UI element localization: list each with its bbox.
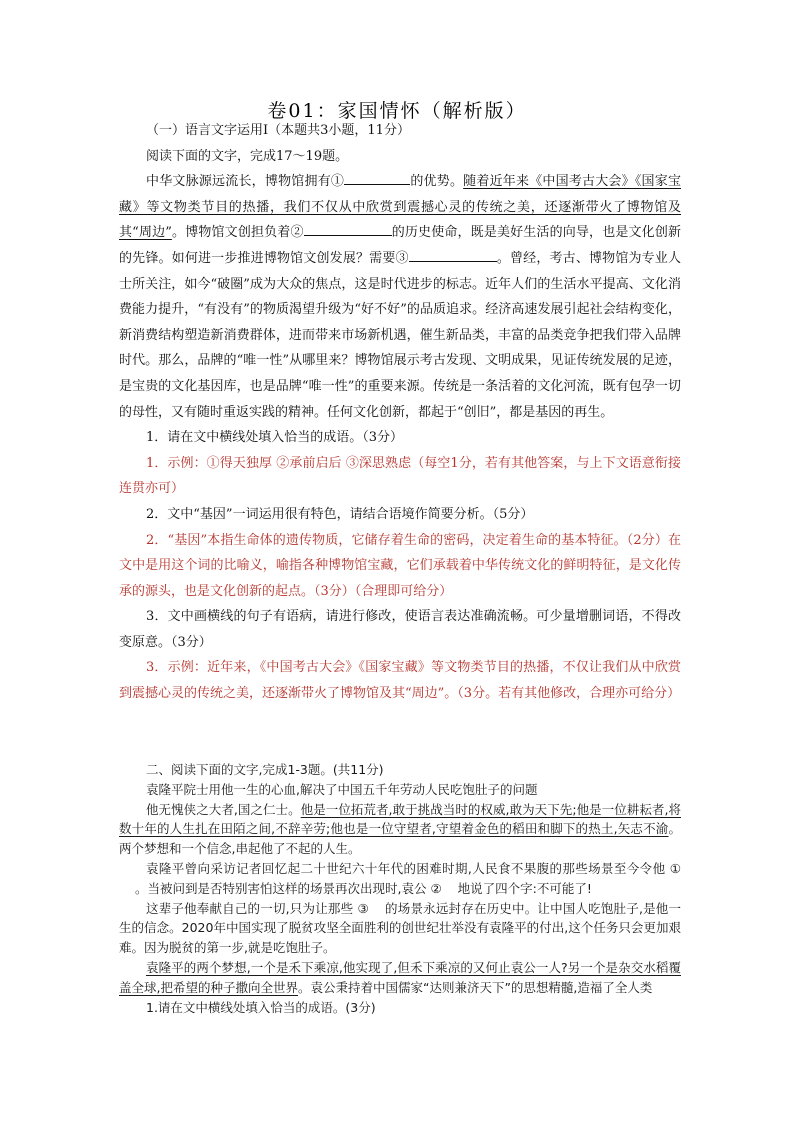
passage-text: 的历史使命，既是美好生活的向导，也是文化创新的先锋。如何进一步推进博物馆文创发展？需要③ — [119, 225, 681, 266]
passage-text: 的场景永远封存在历史中。让中国人吃饱肚子,是他一生的信念。2020年中国实现了脱贫攻坚全面胜利的创世纪壮举没有袁隆平的付出,这个任务只会更加艰难。因为脱贫的第一步,就是吃饱肚子。 — [119, 900, 681, 956]
passage-text: 。袁公秉持着中国儒家“达则兼济天下”的思想精髓,造福了全人类 — [297, 979, 653, 995]
section-two-question-1: 1.请在文中横线处填入恰当的成语。(3分) — [146, 999, 376, 1015]
passage-two-paragraph-2 — [119, 859, 681, 899]
answer-1: 1．示例：①得天独厚 ②承前启后 ③深思熟虑（每空1分，若有其他答案，与上下文语意衔接连贯亦可） — [119, 455, 681, 497]
passage-two-paragraph-1 — [119, 800, 681, 859]
passage-two-paragraph-4 — [119, 958, 681, 998]
passage-text: 袁隆平曾向采访记者回忆起二十世纪六十年代的困难时期,人民食不果腹的那些场景至今令他 ① — [146, 860, 681, 876]
section-one-heading: （一）语言文字运用Ⅰ（本题共3小题，11分） — [146, 123, 410, 138]
answer-2: 2．“基因”本指生命体的遗传物质，它储存着生命的密码，决定着生命的基本特征。（2分）在文中是用这个词的比喻义，喻指各种博物馆宝藏，它们承载着中华传统文化的鲜明特征，是文化传承的源头，也是文化创新的起点。（3分）（合理即可给分） — [119, 532, 681, 599]
section-two-heading: 二、阅读下面的文字,完成1-3题。(共11分) — [146, 762, 384, 777]
answer-blank-1 — [344, 169, 410, 185]
passage-text: 。曾经，考古、博物馆为专业人士所关注，如今“破圈”成为大众的焦点，这是时代进步的标志。近年人们的生活水平提高、文化消费能力提升，“有没有”的物质渴望升级为“好不好”的品质追求。经济高速发展引起社会结构变化，新消费结构塑造新消费群体，进而带来市场新机遇，催生新品类，丰富的品类竞争把我们带入品牌时代。那么，品牌的“唯一性”从哪里来？博物馆展示考古发现、文明成果，见证传统发展的足迹，是宝贵的文化基因库，也是品牌“唯一性”的重要来源。传统是一条活着的文化河流，既有包孕一切的母性，又有随时重返实践的精神。任何文化创新，都起于“创旧”，都是基因的再生。 — [119, 250, 681, 420]
passage-text: 。两个梦想和一个信念,串起他了不起的人生。 — [119, 821, 681, 857]
underlined-sentence: 袁隆平的两个梦想,一个是禾下乘凉,他实现了,但禾下乘凉的又何止袁公一人?另一个是杂交水稻覆盖全球,把希望的种子撒向全世界 — [119, 959, 681, 995]
question-3: 3．文中画横线的句子有语病，请进行修改，使语言表达准确流畅。可少量增删词语，不得改变原意。（3分） — [119, 609, 681, 650]
passage-one — [119, 169, 681, 425]
passage-text: 地说了四个字:不可能了! — [457, 880, 592, 896]
answer-3: 3．示例：近年来，《中国考古大会》《国家宝藏》等文物类节目的热播，不仅让我们从中欣赏到震撼心灵的传统之美，还逐渐带火了博物馆及其“周边”。（3分。若有其他修改，合理亦可给分） — [119, 660, 681, 702]
passage-two-paragraph-3 — [119, 899, 681, 958]
question-2: 2．文中“基因”一词运用很有特色，请结合语境作简要分析。（5分） — [146, 506, 534, 522]
passage-text: 的优势。 — [410, 174, 464, 190]
reading-instruction: 阅读下面的文字，完成17～19题。 — [146, 148, 349, 164]
passage-text: 。当被问到是否特别害怕这样的场景再次出现时,袁公 ② — [135, 880, 442, 896]
answer-blank-3 — [409, 246, 497, 262]
passage-two-line: 袁隆平院士用他一生的心血,解决了中国五千年劳动人民吃饱肚子的问题 — [146, 781, 538, 797]
section-one — [119, 118, 681, 707]
passage-text: 他无愧侠之大者,国之仁士。 — [146, 801, 301, 817]
passage-text: 。博物馆文创担负着② — [171, 225, 304, 241]
passage-text: 这辈子他奉献自己的一切,只为让那些 ③ — [146, 900, 369, 916]
underlined-sentence: 他是一位拓荒者,敢于挑战当时的权威,敢为天下先;他是一位耕耘者,将数十年的人生扎在田陌之间,不辞辛劳;他也是一位守望者,守望着金色的稻田和脚下的热土,矢志不渝 — [119, 801, 681, 837]
underlined-sentence: 随着近年来《中国考古大会》《国家宝藏》等文物类节目的热播，我们不仅从中欣赏到震撼心灵的传统之美，还逐渐带火了博物馆及其“周边” — [119, 174, 681, 241]
passage-text: 中华文脉源远流长，博物馆拥有① — [146, 174, 345, 190]
answer-blank-2 — [304, 220, 392, 236]
question-1: 1．请在文中横线处填入恰当的成语。（3分） — [146, 430, 404, 446]
section-two — [119, 760, 681, 1017]
page-title: 卷01：家国情怀（解析版） — [267, 100, 527, 122]
